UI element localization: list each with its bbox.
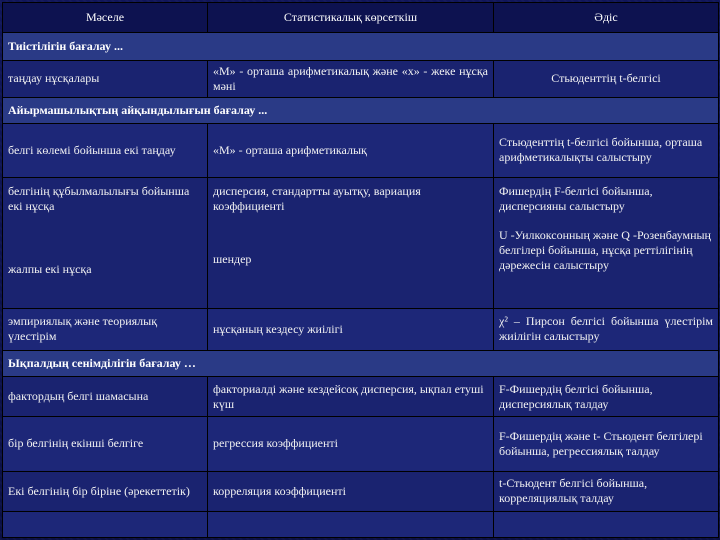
table-row — [3, 123, 719, 177]
empty-cell — [3, 511, 208, 537]
methods-table — [2, 2, 719, 538]
problem-cell: бір белгінің екінші белгіге — [3, 417, 208, 471]
problem-cell — [3, 177, 208, 308]
header-indicator: Статистикалық көрсеткіш — [208, 3, 494, 33]
problem-text-b: жалпы екі нұсқа — [8, 261, 92, 276]
method-cell: t-Стьюдент белгісі бойынша, корреляциялық талдау — [494, 471, 719, 511]
problem-cell: Екі белгінің бір біріне (әрекеттетік) — [3, 471, 208, 511]
empty-cell — [494, 511, 719, 537]
problem-cell: фактордың белгі шамасына — [3, 377, 208, 417]
table-row — [3, 471, 719, 511]
section-row — [3, 97, 719, 123]
header-problem: Мәселе — [3, 3, 208, 33]
section-title: Ықпалдың сенімділігін бағалау … — [3, 350, 719, 376]
method-cell: F-Фишердің және t- Стьюдент белгілері бойынша, регрессиялық талдау — [494, 417, 719, 471]
method-text: Фишердің F-белгісі бойынша, дисперсияны салыстыру — [499, 183, 653, 213]
problem-cell: таңдау нұсқалары — [3, 61, 208, 97]
method-cell: F-Фишердің белгісі бойынша, дисперсиялық талдау — [494, 377, 719, 417]
header-row — [3, 3, 719, 33]
empty-cell — [208, 511, 494, 537]
table-row — [3, 61, 719, 97]
method-cell: χ² – Пирсон белгісі бойынша үлестірім жиілігін салыстыру — [494, 308, 719, 350]
method-cell: Стьюденттің t-белгісі бойынша, орташа арифметикалықты салыстыру — [494, 123, 719, 177]
table-row-empty — [3, 511, 719, 537]
table-row — [3, 417, 719, 471]
section-row — [3, 350, 719, 376]
table-row — [3, 308, 719, 350]
method-cell — [494, 177, 719, 308]
table-row — [3, 177, 719, 308]
section-title: Айырмашылықтың айқындылығын бағалау ... — [3, 97, 719, 123]
method-text-b: U -Уилкоксонның және Q -Розенбаумның белгілері бойынша, нұсқа реттілігінің дәрежесін салыстыру — [499, 227, 711, 272]
header-method: Әдіс — [494, 3, 719, 33]
table-row — [3, 377, 719, 417]
method-cell: Стьюденттің t-белгісі — [494, 61, 719, 97]
indicator-cell: «М» - орташа арифметикалық және «х» - жеке нұсқа мәні — [208, 61, 494, 97]
section-row — [3, 33, 719, 61]
problem-cell: эмпириялық және теориялық үлестірім — [3, 308, 208, 350]
indicator-text-b: шендер — [213, 251, 252, 266]
indicator-cell: «М» - орташа арифметикалық — [208, 123, 494, 177]
indicator-cell: регрессия коэффициенті — [208, 417, 494, 471]
indicator-text: дисперсия, стандартты ауытқу, вариация коэффициенті — [213, 183, 421, 213]
indicator-cell: факториалді және кездейсоқ дисперсия, ықпал етуші күш — [208, 377, 494, 417]
indicator-cell — [208, 177, 494, 308]
section-title: Тиістілігін бағалау ... — [3, 33, 719, 61]
problem-text: белгінің құбылмалылығы бойынша екі нұсқа — [8, 183, 190, 213]
indicator-cell: корреляция коэффициенті — [208, 471, 494, 511]
indicator-cell: нұсқаның кездесу жиілігі — [208, 308, 494, 350]
problem-cell: белгі көлемі бойынша екі таңдау — [3, 123, 208, 177]
